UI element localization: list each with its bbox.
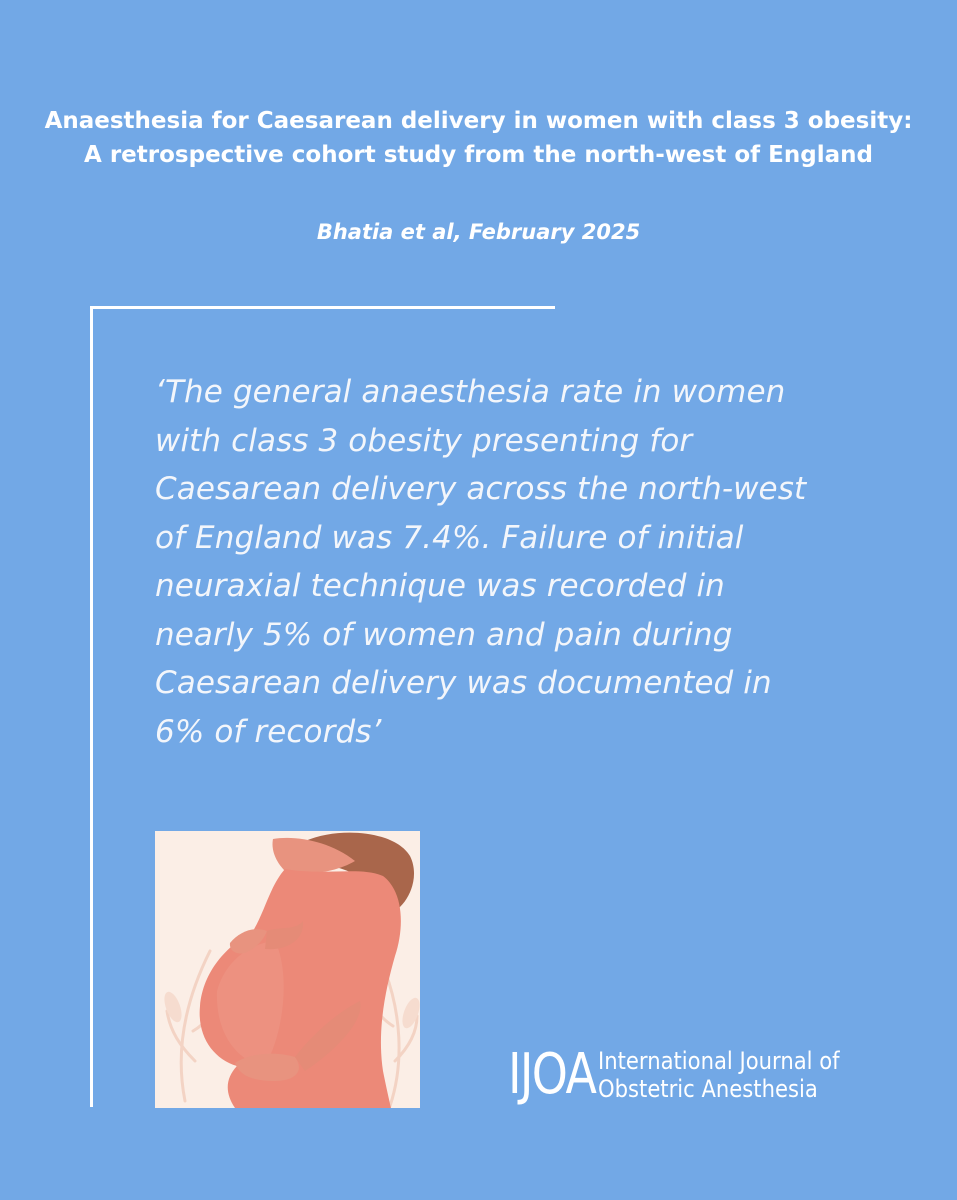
article-title bbox=[0, 104, 957, 172]
frame-left-border bbox=[90, 306, 93, 1107]
quote-line: of England was 7.4%. Failure of initial bbox=[155, 519, 744, 556]
quote-line: Caesarean delivery was documented in bbox=[155, 665, 772, 701]
quote-line: Caesarean delivery across the north-west bbox=[155, 471, 807, 507]
quote-line: nearly 5% of women and pain during bbox=[155, 616, 733, 653]
article-title-line-2: A retrospective cohort study from the north-west of England bbox=[84, 142, 873, 168]
article-title-line-1: Anaesthesia for Caesarean delivery in women with class 3 obesity: bbox=[44, 108, 913, 134]
journal-name-line-2: Obstetric Anesthesia bbox=[598, 1075, 819, 1103]
ijoa-logo bbox=[508, 1040, 873, 1110]
quote-line: ‘The general anaesthesia rate in women bbox=[155, 374, 786, 410]
quote-line: 6% of records’ bbox=[155, 713, 382, 750]
frame-top-border bbox=[90, 306, 555, 309]
ijoa-logo-mark: IJOA bbox=[508, 1042, 596, 1107]
journal-name-line-1: International Journal of bbox=[598, 1047, 841, 1075]
journal-name bbox=[598, 1047, 840, 1103]
quote-line: with class 3 obesity presenting for bbox=[155, 422, 693, 459]
author-date-byline: Bhatia et al, February 2025 bbox=[316, 220, 641, 244]
quote-line: neuraxial technique was recorded in bbox=[155, 568, 725, 604]
quote-block bbox=[155, 368, 895, 756]
pregnant-woman-illustration bbox=[155, 831, 420, 1108]
